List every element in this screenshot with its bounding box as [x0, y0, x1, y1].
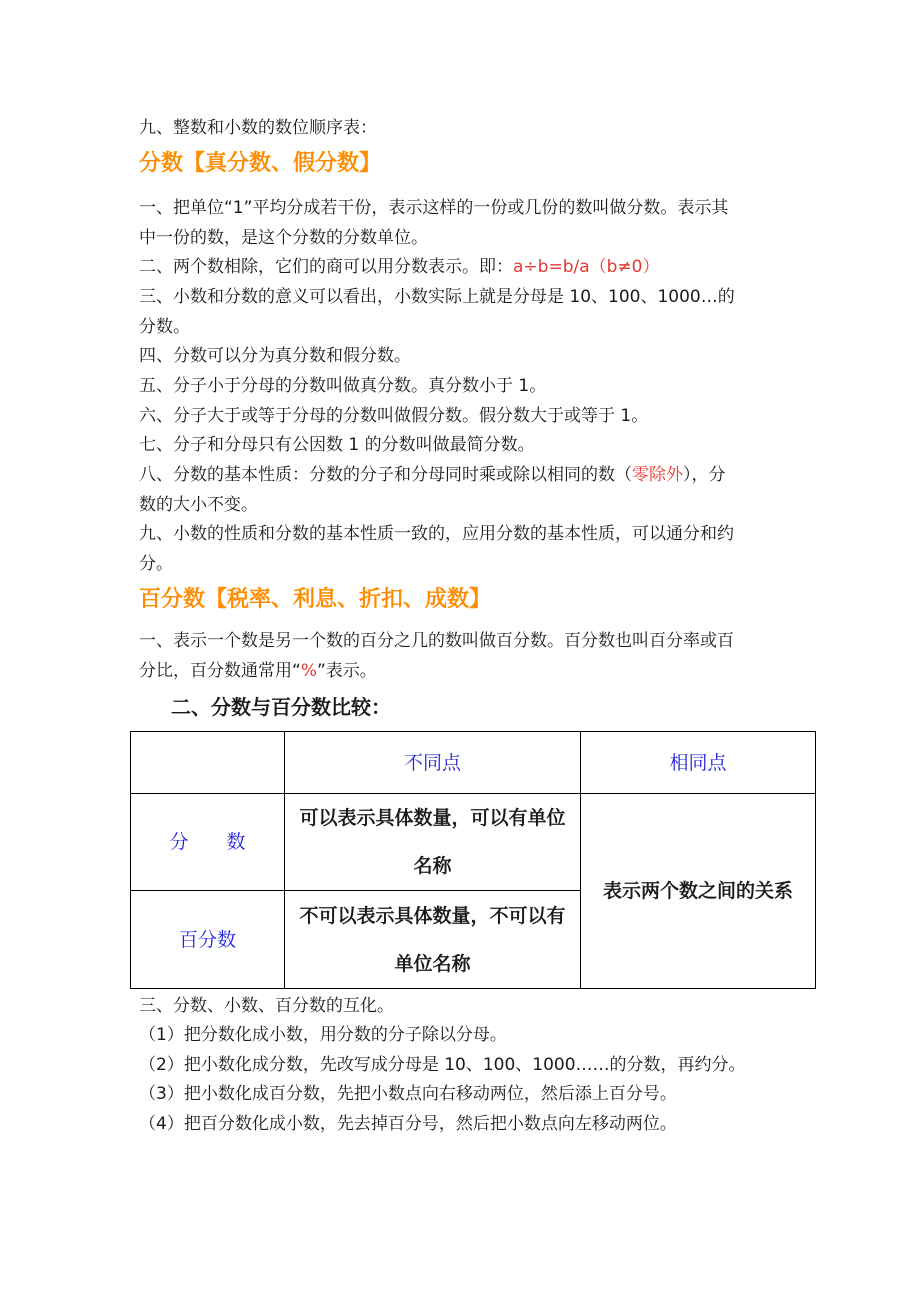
zero-excluded-note: 零除外	[632, 465, 683, 485]
header-difference: 不同点	[285, 732, 581, 794]
percent-difference-cell: 不可以表示具体数量，不可以有单位名称	[285, 891, 581, 989]
percent-symbol: %	[300, 661, 317, 681]
percent-definition-line-2	[139, 660, 377, 682]
proper-fraction-line: 五、分子小于分母的分数叫做真分数。真分数小于 1。	[139, 376, 547, 396]
fraction-property-line-2: 数的大小不变。	[139, 495, 258, 515]
fraction-definition-line-1: 一、把单位“1”平均分成若干份，表示这样的一份或几份的数叫做分数。表示其	[139, 198, 729, 218]
row-label-percent: 百分数	[131, 891, 285, 989]
conversion-item-1: （1）把分数化成小数，用分数的分子除以分母。	[139, 1025, 507, 1045]
conversion-item-2: （2）把小数化成分数，先改写成分母是 10、100、1000……的分数，再约分。	[139, 1055, 746, 1075]
fraction-division-line	[139, 256, 659, 278]
percent-definition-line-1: 一、表示一个数是另一个数的百分之几的数叫做百分数。百分数也叫百分率或百	[139, 631, 734, 651]
same-point-cell: 表示两个数之间的关系	[581, 794, 816, 989]
simplest-fraction-line: 七、分子和分母只有公因数 1 的分数叫做最简分数。	[139, 435, 535, 455]
fraction-property-line-1	[139, 464, 726, 486]
fraction-difference-cell: 可以表示具体数量，可以有单位名称	[285, 794, 581, 891]
row-label-fraction: 分 数	[131, 794, 285, 891]
conversion-heading: 三、分数、小数、百分数的互化。	[139, 996, 394, 1016]
comparison-heading: 二、分数与百分数比较：	[171, 695, 391, 719]
fraction-property-text: 八、分数的基本性质：分数的分子和分母同时乘或除以相同的数（	[139, 465, 632, 485]
header-same: 相同点	[581, 732, 816, 794]
decimal-property-line-2: 分。	[139, 554, 173, 574]
percent-definition-text: 分比，百分数通常用“	[139, 661, 301, 681]
table-intro-line: 九、整数和小数的数位顺序表：	[139, 118, 377, 138]
fraction-section-heading: 分数【真分数、假分数】	[139, 151, 382, 176]
percent-section-heading: 百分数【税率、利息、折扣、成数】	[139, 587, 492, 612]
decimal-fraction-line-2: 分数。	[139, 317, 190, 337]
percent-definition-tail: ”表示。	[316, 661, 377, 681]
comparison-table	[130, 731, 816, 989]
decimal-fraction-line-1: 三、小数和分数的意义可以看出，小数实际上就是分母是 10、100、1000…的	[139, 287, 735, 307]
conversion-item-4: （4）把百分数化成小数，先去掉百分号，然后把小数点向左移动两位。	[139, 1114, 677, 1134]
fraction-division-text: 二、两个数相除，它们的商可以用分数表示。即：	[139, 257, 513, 277]
improper-fraction-line: 六、分子大于或等于分母的分数叫做假分数。假分数大于或等于 1。	[139, 406, 649, 426]
division-formula: a÷b=b/a（b≠0）	[513, 257, 660, 277]
table-row	[131, 794, 816, 891]
table-corner-cell	[131, 732, 285, 794]
conversion-item-3: （3）把小数化成百分数，先把小数点向右移动两位，然后添上百分号。	[139, 1084, 677, 1104]
table-row	[131, 732, 816, 794]
fraction-definition-line-2: 中一份的数，是这个分数的分数单位。	[139, 228, 428, 248]
fraction-types-line: 四、分数可以分为真分数和假分数。	[139, 346, 411, 366]
decimal-property-line-1: 九、小数的性质和分数的基本性质一致的，应用分数的基本性质，可以通分和约	[139, 524, 734, 544]
fraction-property-tail: ），分	[683, 465, 726, 485]
